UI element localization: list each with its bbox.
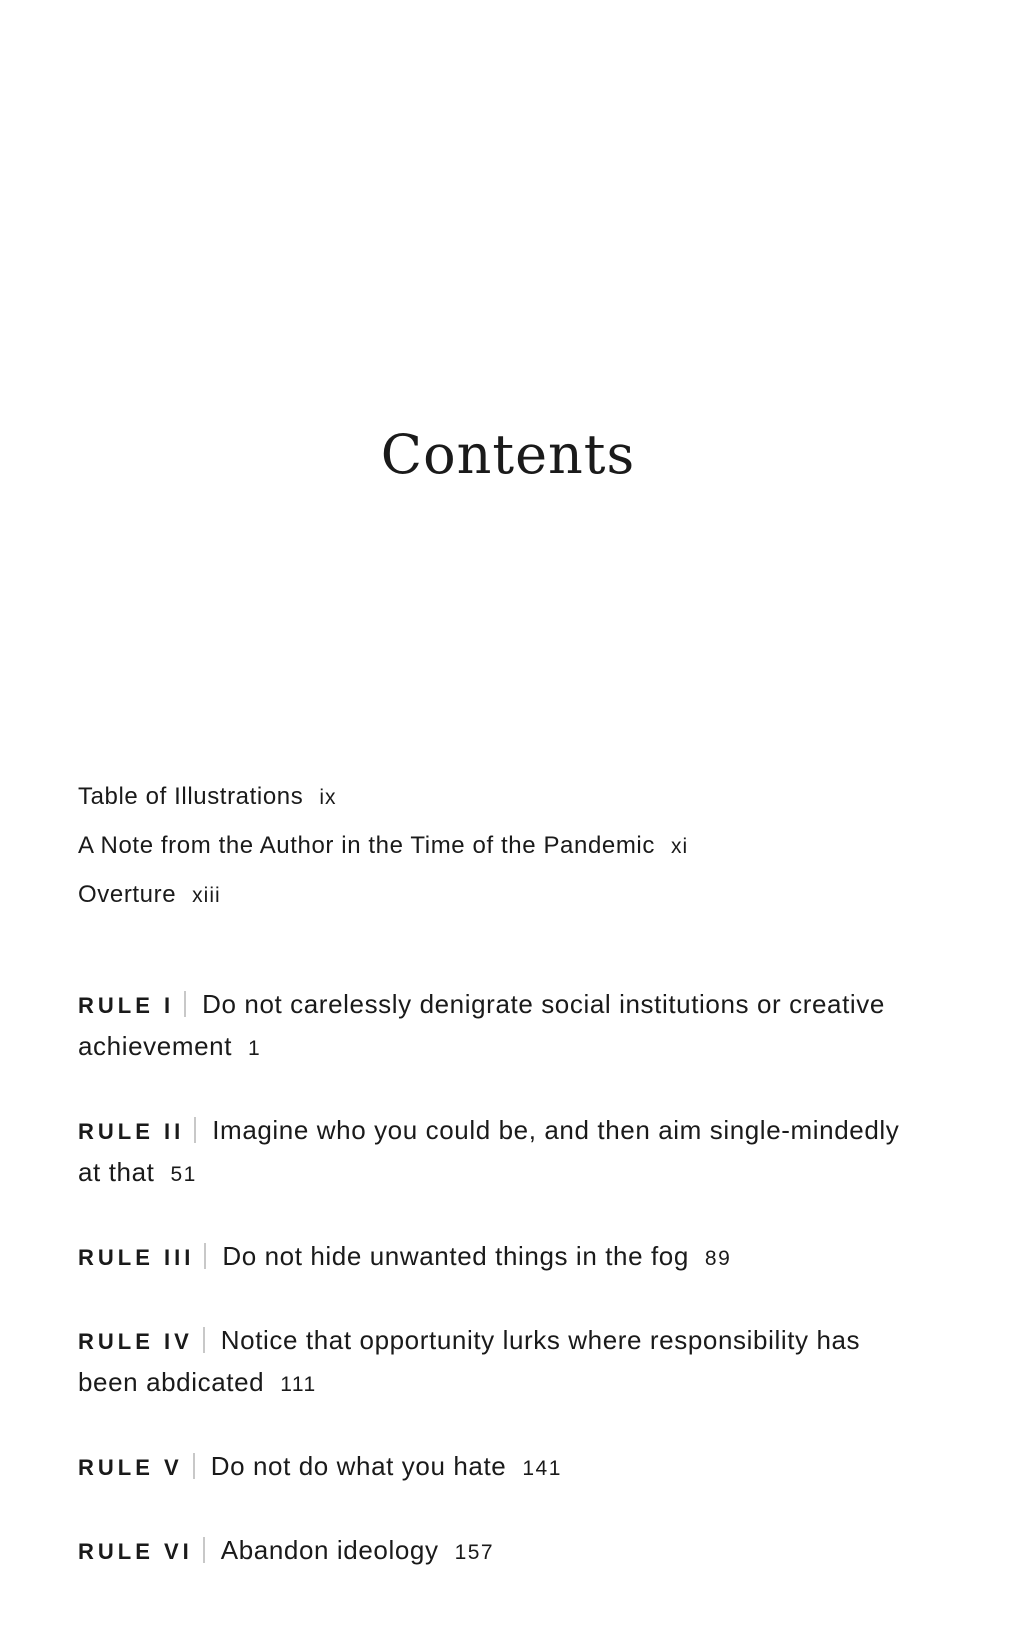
page-title: Contents [380, 423, 636, 486]
rule-page: 141 [522, 1457, 562, 1480]
toc-entry-rule-5[interactable] [78, 1446, 908, 1489]
rule-page: 89 [704, 1247, 732, 1270]
rule-separator [184, 991, 186, 1017]
rule-text: Imagine who you could be, and then aim single-mindedly at that [78, 1115, 900, 1187]
rule-page: 51 [170, 1163, 197, 1186]
rule-label: RULE IV [78, 1329, 193, 1354]
toc-entry-rule-6[interactable] [78, 1530, 908, 1573]
rule-separator [203, 1537, 205, 1563]
toc-entry-rule-2[interactable] [78, 1110, 908, 1195]
rule-text: Abandon ideology [220, 1535, 439, 1565]
toc-entry-page: xi [670, 835, 689, 858]
toc-entry-label: Overture [78, 881, 177, 908]
rule-text: Do not hide unwanted things in the fog [222, 1241, 689, 1271]
toc-entry-overture[interactable] [78, 880, 958, 929]
rule-separator [194, 1117, 196, 1143]
toc-entry-page: xiii [192, 884, 221, 907]
toc-entry-page: ix [319, 786, 337, 809]
rule-label: RULE II [78, 1119, 185, 1144]
rule-page: 111 [280, 1373, 317, 1396]
toc-entry-rule-1[interactable] [78, 984, 908, 1069]
front-matter-list [78, 782, 958, 929]
rule-separator [204, 1243, 206, 1269]
toc-entry-rule-3[interactable] [78, 1236, 908, 1279]
rules-list [78, 984, 908, 1573]
toc-entry-author-note[interactable] [78, 831, 958, 880]
rule-separator [203, 1327, 205, 1353]
rule-page: 157 [454, 1541, 495, 1564]
rule-text: Do not carelessly denigrate social institutions or creative achievement [78, 989, 885, 1061]
rule-separator [193, 1453, 195, 1479]
toc-entry-illustrations[interactable] [78, 782, 958, 831]
rule-label: RULE VI [78, 1539, 193, 1564]
rule-label: RULE III [78, 1245, 195, 1270]
toc-entry-label: A Note from the Author in the Time of the Pandemic [78, 832, 655, 859]
rule-label: RULE I [78, 993, 175, 1018]
rule-text: Notice that opportunity lurks where responsibility has been abdicated [78, 1325, 861, 1397]
rule-page: 1 [248, 1037, 262, 1060]
rule-text: Do not do what you hate [210, 1451, 507, 1481]
rule-label: RULE V [78, 1455, 183, 1480]
toc-entry-rule-4[interactable] [78, 1320, 908, 1405]
toc-entry-label: Table of Illustrations [78, 783, 304, 810]
